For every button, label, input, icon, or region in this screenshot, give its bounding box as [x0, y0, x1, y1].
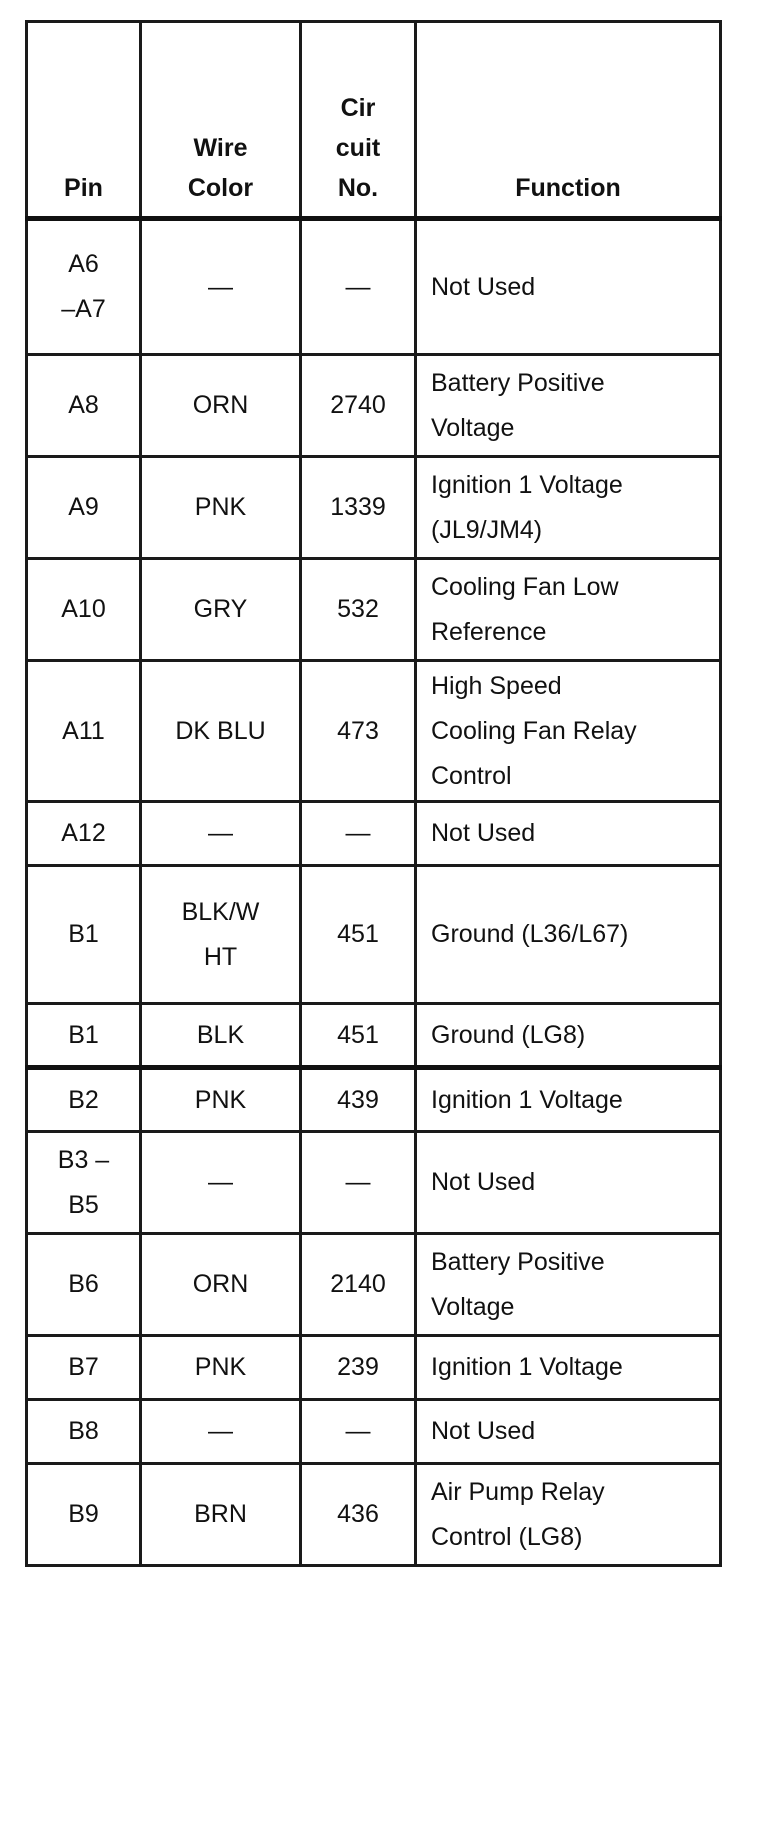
cell-function: High Speed Cooling Fan Relay Control — [416, 661, 721, 802]
cell-wire-color: — — [141, 219, 301, 355]
table-row — [27, 559, 721, 661]
cell-wire-color: — — [141, 802, 301, 866]
cell-circuit-no: 2140 — [301, 1234, 416, 1336]
cell-circuit-no: — — [301, 802, 416, 866]
cell-pin: B2 — [27, 1068, 141, 1132]
table-row — [27, 661, 721, 802]
cell-function: Ground (L36/L67) — [416, 866, 721, 1004]
cell-pin: B7 — [27, 1336, 141, 1400]
cell-wire-color: PNK — [141, 457, 301, 559]
table-body — [27, 219, 721, 1566]
cell-circuit-no: 2740 — [301, 355, 416, 457]
cell-wire-color: BRN — [141, 1464, 301, 1566]
cell-wire-color: ORN — [141, 355, 301, 457]
cell-wire-color: BLK — [141, 1004, 301, 1068]
table-row — [27, 1336, 721, 1400]
table-row — [27, 1464, 721, 1566]
cell-pin: B1 — [27, 1004, 141, 1068]
cell-function: Not Used — [416, 219, 721, 355]
cell-function: Ground (LG8) — [416, 1004, 721, 1068]
cell-circuit-no: 451 — [301, 1004, 416, 1068]
table-row — [27, 219, 721, 355]
cell-wire-color: GRY — [141, 559, 301, 661]
table-row — [27, 1400, 721, 1464]
cell-function: Cooling Fan Low Reference — [416, 559, 721, 661]
table-row — [27, 802, 721, 866]
connector-pinout-table — [25, 20, 722, 1567]
cell-wire-color: PNK — [141, 1336, 301, 1400]
cell-circuit-no: 532 — [301, 559, 416, 661]
table-row — [27, 866, 721, 1004]
cell-circuit-no: — — [301, 219, 416, 355]
cell-pin: A10 — [27, 559, 141, 661]
cell-function: Air Pump Relay Control (LG8) — [416, 1464, 721, 1566]
header-circuit-no: Cir cuit No. — [301, 22, 416, 219]
cell-circuit-no: 239 — [301, 1336, 416, 1400]
cell-circuit-no: — — [301, 1400, 416, 1464]
table-row — [27, 1132, 721, 1234]
cell-pin: B8 — [27, 1400, 141, 1464]
cell-circuit-no: 1339 — [301, 457, 416, 559]
cell-pin: A11 — [27, 661, 141, 802]
table-row — [27, 457, 721, 559]
cell-pin: B6 — [27, 1234, 141, 1336]
cell-circuit-no: 439 — [301, 1068, 416, 1132]
cell-circuit-no: 451 — [301, 866, 416, 1004]
cell-function: Not Used — [416, 802, 721, 866]
cell-wire-color: BLK/W HT — [141, 866, 301, 1004]
cell-wire-color: PNK — [141, 1068, 301, 1132]
cell-function: Battery Positive Voltage — [416, 1234, 721, 1336]
table-row — [27, 355, 721, 457]
cell-pin: A9 — [27, 457, 141, 559]
cell-pin: A8 — [27, 355, 141, 457]
table-row — [27, 1068, 721, 1132]
cell-circuit-no: 473 — [301, 661, 416, 802]
cell-wire-color: DK BLU — [141, 661, 301, 802]
cell-function: Ignition 1 Voltage — [416, 1068, 721, 1132]
cell-function: Ignition 1 Voltage (JL9/JM4) — [416, 457, 721, 559]
cell-pin: A12 — [27, 802, 141, 866]
cell-wire-color: — — [141, 1400, 301, 1464]
cell-pin: B1 — [27, 866, 141, 1004]
header-function: Function — [416, 22, 721, 219]
header-wire-color: Wire Color — [141, 22, 301, 219]
cell-function: Ignition 1 Voltage — [416, 1336, 721, 1400]
table-row — [27, 1234, 721, 1336]
cell-function: Not Used — [416, 1400, 721, 1464]
cell-pin: B9 — [27, 1464, 141, 1566]
header-row — [27, 22, 721, 219]
cell-circuit-no: — — [301, 1132, 416, 1234]
cell-function: Not Used — [416, 1132, 721, 1234]
cell-circuit-no: 436 — [301, 1464, 416, 1566]
cell-pin: A6 –A7 — [27, 219, 141, 355]
cell-wire-color: — — [141, 1132, 301, 1234]
cell-function: Battery Positive Voltage — [416, 355, 721, 457]
header-pin: Pin — [27, 22, 141, 219]
cell-wire-color: ORN — [141, 1234, 301, 1336]
cell-pin: B3 – B5 — [27, 1132, 141, 1234]
table-header — [27, 22, 721, 219]
table-row — [27, 1004, 721, 1068]
